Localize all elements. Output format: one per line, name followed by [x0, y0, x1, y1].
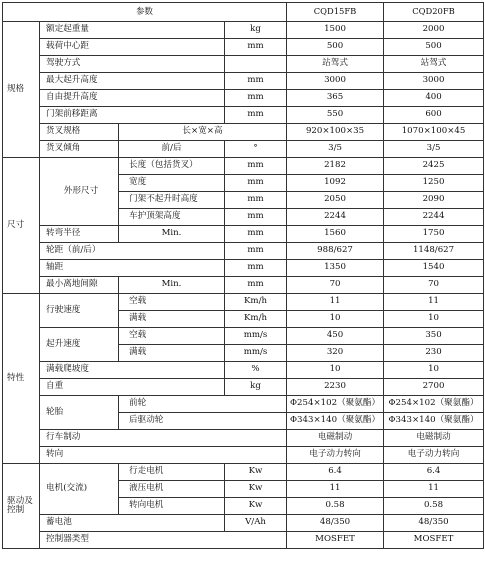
row-value-2: 1540 — [384, 260, 484, 277]
row-value-2: 11 — [384, 294, 484, 311]
row-value-2: 2425 — [384, 158, 484, 175]
row-value-1: 3/5 — [287, 141, 384, 158]
table-row — [3, 226, 484, 243]
row-value-1: 1092 — [287, 175, 384, 192]
row-sublabel: 行走电机 — [119, 464, 225, 481]
table-row — [3, 532, 484, 549]
row-unit: mm/s — [225, 345, 287, 362]
row-unit: Km/h — [225, 294, 287, 311]
row-value-2: 电子动力转向 — [384, 447, 484, 464]
row-value-2: 3/5 — [384, 141, 484, 158]
row-sublabel: Min. — [119, 226, 225, 243]
row-unit: mm — [225, 90, 287, 107]
row-value-2: 3000 — [384, 73, 484, 90]
row-value-1: 920×100×35 — [287, 124, 384, 141]
row-value-2: 1250 — [384, 175, 484, 192]
row-value-1: 1350 — [287, 260, 384, 277]
category-perf: 特性 — [3, 294, 40, 464]
row-value-1: 70 — [287, 277, 384, 294]
row-label: 轴距 — [40, 260, 225, 277]
table-row — [3, 39, 484, 56]
row-unit: mm — [225, 175, 287, 192]
row-unit: mm — [225, 107, 287, 124]
row-label: 蓄电池 — [40, 515, 225, 532]
row-value-2: 230 — [384, 345, 484, 362]
row-sublabel: 前/后 — [119, 141, 225, 158]
spec-table — [2, 2, 484, 549]
table-row — [3, 328, 484, 345]
table-row — [3, 158, 484, 175]
row-value-1: 0.58 — [287, 498, 384, 515]
row-value-2: 350 — [384, 328, 484, 345]
row-sublabel: 车护顶架高度 — [119, 209, 225, 226]
row-unit: kg — [225, 379, 287, 396]
row-unit: V/Ah — [225, 515, 287, 532]
row-value-1: 365 — [287, 90, 384, 107]
table-row — [3, 90, 484, 107]
category-spec: 规格 — [3, 22, 40, 158]
table-row — [3, 362, 484, 379]
row-value-2: 1148/627 — [384, 243, 484, 260]
row-label: 门架前移距离 — [40, 107, 225, 124]
row-value-2: 1750 — [384, 226, 484, 243]
row-value-1: 2050 — [287, 192, 384, 209]
row-value-1: 2244 — [287, 209, 384, 226]
row-unit: mm — [225, 192, 287, 209]
row-unit: mm — [225, 243, 287, 260]
table-row — [3, 141, 484, 158]
header-model-1: CQD15FB — [287, 3, 384, 22]
table-row — [3, 294, 484, 311]
table-row — [3, 107, 484, 124]
row-label: 载荷中心距 — [40, 39, 225, 56]
row-value-2: 2244 — [384, 209, 484, 226]
row-value-1: 3000 — [287, 73, 384, 90]
row-unit: mm — [225, 39, 287, 56]
row-group-label: 外形尺寸 — [40, 158, 119, 226]
row-unit: mm — [225, 158, 287, 175]
row-unit: mm — [225, 209, 287, 226]
table-row — [3, 447, 484, 464]
row-value-2: 500 — [384, 39, 484, 56]
row-sublabel: 宽度 — [119, 175, 225, 192]
row-sublabel: 门架不起升时高度 — [119, 192, 225, 209]
row-label: 自重 — [40, 379, 225, 396]
row-value-1: MOSFET — [287, 532, 384, 549]
row-value-1: 11 — [287, 294, 384, 311]
table-row — [3, 73, 484, 90]
row-value-1: 48/350 — [287, 515, 384, 532]
row-value-1: 11 — [287, 481, 384, 498]
row-unit: Kw — [225, 498, 287, 515]
row-value-1: 550 — [287, 107, 384, 124]
row-sublabel: 液压电机 — [119, 481, 225, 498]
row-sublabel: 后驱动轮 — [119, 413, 287, 430]
row-unit: ° — [225, 141, 287, 158]
table-row — [3, 515, 484, 532]
row-value-2: 70 — [384, 277, 484, 294]
row-value-1: 电子动力转向 — [287, 447, 384, 464]
row-label: 额定起重量 — [40, 22, 225, 39]
header-param: 参数 — [3, 3, 287, 22]
table-row — [3, 56, 484, 73]
row-value-1: Φ254×102（聚氨酯） — [287, 396, 384, 413]
row-group-label: 起升速度 — [40, 328, 119, 362]
row-label: 最大起升高度 — [40, 73, 225, 90]
table-row — [3, 277, 484, 294]
row-value-1: 站驾式 — [287, 56, 384, 73]
row-unit: % — [225, 362, 287, 379]
row-unit: Kw — [225, 481, 287, 498]
row-unit: mm — [225, 73, 287, 90]
row-value-1: Φ343×140（聚氨酯） — [287, 413, 384, 430]
row-group-label: 行驶速度 — [40, 294, 119, 328]
row-unit: mm — [225, 277, 287, 294]
row-value-2: 11 — [384, 481, 484, 498]
row-value-1: 320 — [287, 345, 384, 362]
row-label: 满载爬坡度 — [40, 362, 225, 379]
row-value-1: 2182 — [287, 158, 384, 175]
row-value-2: Φ254×102（聚氨酯） — [384, 396, 484, 413]
row-sublabel: Min. — [119, 277, 225, 294]
row-value-2: 10 — [384, 362, 484, 379]
row-value-2: 10 — [384, 311, 484, 328]
row-value-2: 48/350 — [384, 515, 484, 532]
row-value-1: 6.4 — [287, 464, 384, 481]
row-value-1: 电磁制动 — [287, 430, 384, 447]
row-value-1: 10 — [287, 311, 384, 328]
row-label: 货叉倾角 — [40, 141, 119, 158]
row-label: 转弯半径 — [40, 226, 119, 243]
row-value-2: 400 — [384, 90, 484, 107]
row-value-2: 1070×100×45 — [384, 124, 484, 141]
row-value-2: 站驾式 — [384, 56, 484, 73]
row-sublabel: 前轮 — [119, 396, 287, 413]
row-value-2: 电磁制动 — [384, 430, 484, 447]
table-row — [3, 464, 484, 481]
table-row — [3, 124, 484, 141]
row-value-1: 450 — [287, 328, 384, 345]
row-unit: mm — [225, 226, 287, 243]
row-value-2: 600 — [384, 107, 484, 124]
table-row — [3, 379, 484, 396]
row-unit: mm/s — [225, 328, 287, 345]
row-value-2: 2090 — [384, 192, 484, 209]
row-label: 转向 — [40, 447, 287, 464]
row-group-label: 电机(交流) — [40, 464, 119, 515]
table-row — [3, 396, 484, 413]
table-row — [3, 260, 484, 277]
table-row — [3, 22, 484, 39]
row-unit: Km/h — [225, 311, 287, 328]
row-unit: kg — [225, 22, 287, 39]
row-value-1: 10 — [287, 362, 384, 379]
row-label: 控制器类型 — [40, 532, 287, 549]
header-model-2: CQD20FB — [384, 3, 484, 22]
row-value-1: 988/627 — [287, 243, 384, 260]
row-unit: mm — [225, 260, 287, 277]
row-value-2: 2700 — [384, 379, 484, 396]
row-value-2: 0.58 — [384, 498, 484, 515]
row-sublabel: 长×宽×高 — [119, 124, 287, 141]
row-value-2: Φ343×140（聚氨酯） — [384, 413, 484, 430]
row-value-2: MOSFET — [384, 532, 484, 549]
row-sublabel: 满载 — [119, 311, 225, 328]
row-value-2: 2000 — [384, 22, 484, 39]
row-label: 轮距（前/后） — [40, 243, 225, 260]
row-sublabel: 转向电机 — [119, 498, 225, 515]
header-row — [3, 3, 484, 22]
row-unit — [225, 56, 287, 73]
row-value-1: 500 — [287, 39, 384, 56]
row-value-1: 1500 — [287, 22, 384, 39]
row-label: 最小离地间隙 — [40, 277, 119, 294]
row-sublabel: 空载 — [119, 328, 225, 345]
row-label: 货叉规格 — [40, 124, 119, 141]
row-value-1: 1560 — [287, 226, 384, 243]
row-sublabel: 满载 — [119, 345, 225, 362]
row-sublabel: 空载 — [119, 294, 225, 311]
row-label: 自由提升高度 — [40, 90, 225, 107]
row-group-label: 轮胎 — [40, 396, 119, 430]
category-dims: 尺寸 — [3, 158, 40, 294]
row-value-1: 2230 — [287, 379, 384, 396]
table-row — [3, 243, 484, 260]
row-unit: Kw — [225, 464, 287, 481]
row-value-2: 6.4 — [384, 464, 484, 481]
row-label: 行车制动 — [40, 430, 287, 447]
table-row — [3, 430, 484, 447]
category-drive: 驱动及控制 — [3, 464, 40, 549]
row-sublabel: 长度（包括货叉） — [119, 158, 225, 175]
row-label: 驾驶方式 — [40, 56, 225, 73]
